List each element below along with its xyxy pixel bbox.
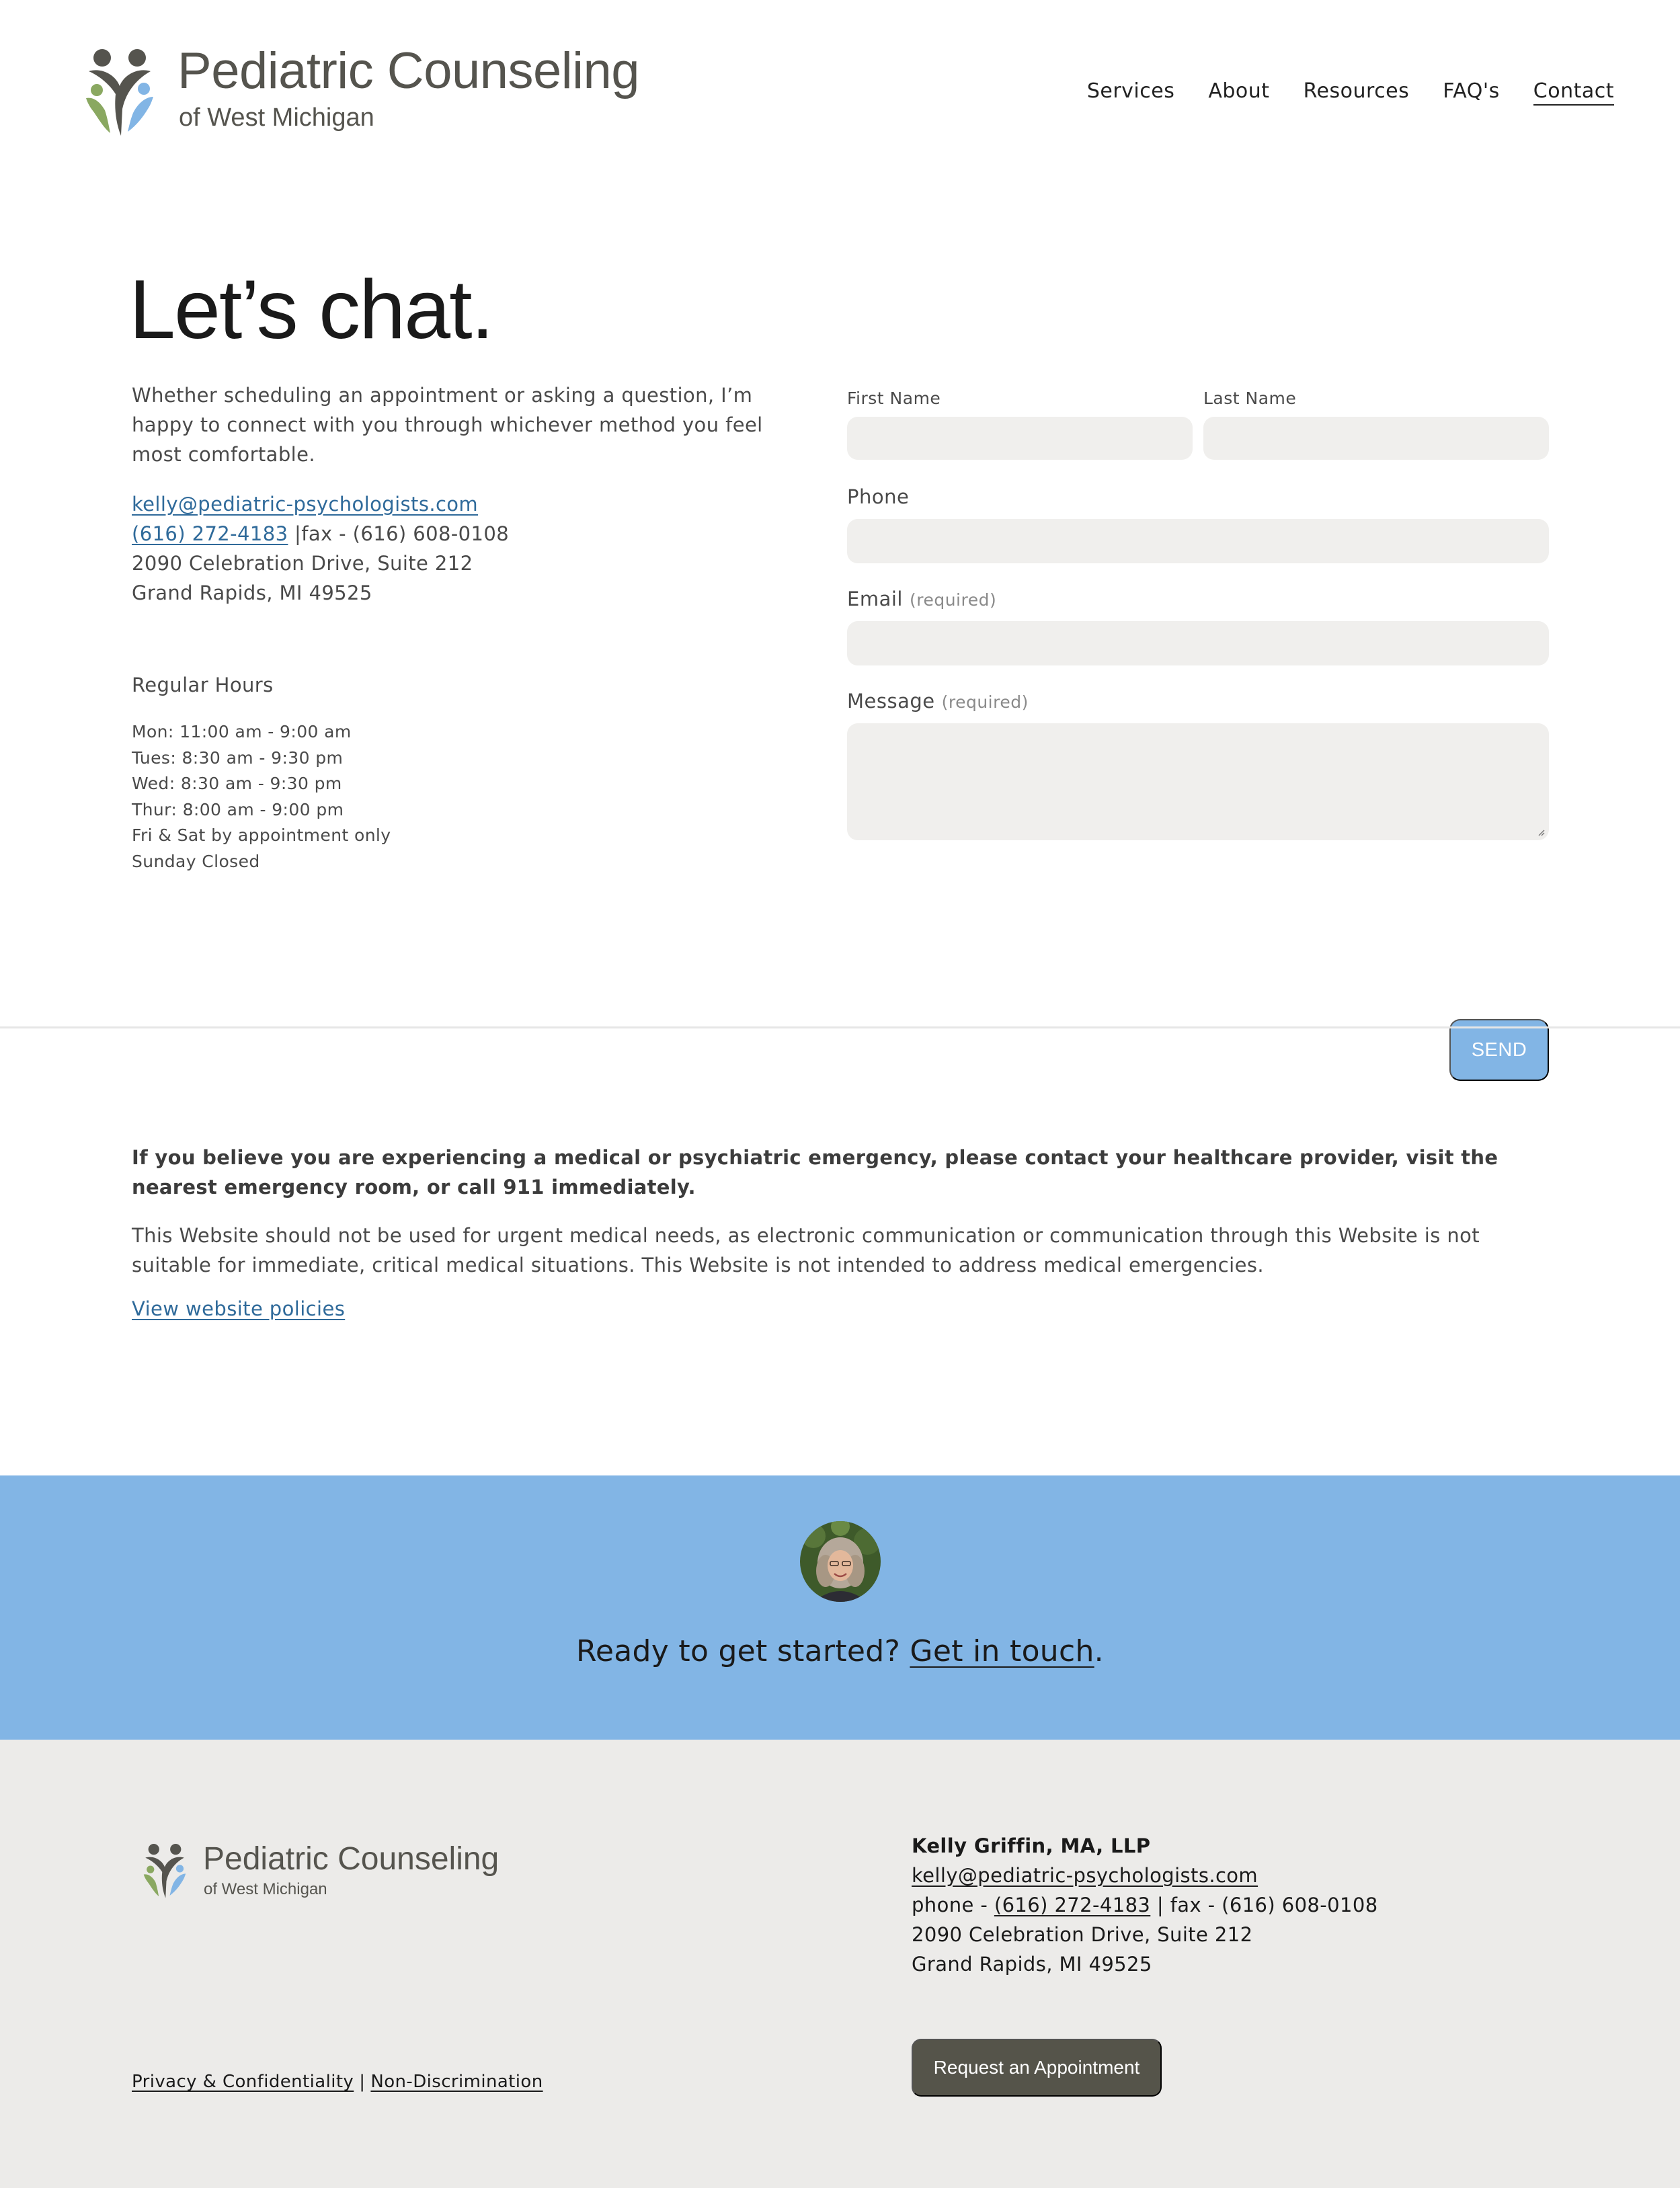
send-button[interactable]: SEND [1449, 1019, 1549, 1081]
last-name-label: Last Name [1203, 389, 1297, 408]
address-line-2: Grand Rapids, MI 49525 [132, 581, 372, 604]
footer-fax: | fax - (616) 608-0108 [1150, 1894, 1378, 1916]
message-label [847, 690, 1029, 713]
first-name-label: First Name [847, 389, 941, 408]
hours-item: Tues: 8:30 am - 9:30 pm [132, 747, 344, 768]
cta-suffix: . [1094, 1634, 1104, 1668]
hours-list [132, 719, 391, 875]
therapist-portrait [800, 1521, 881, 1602]
contact-details [132, 489, 509, 608]
address-line-1: 2090 Celebration Drive, Suite 212 [132, 552, 473, 575]
emergency-disclaimer [132, 1143, 1550, 1320]
emergency-notice: If you believe you are experiencing a medical or psychiatric emergency, please contact your healthcare provider, visit the nearest emergency room, or call 911 immediately. [132, 1146, 1498, 1199]
footer-link-separator: | [359, 2072, 366, 2092]
last-name-input[interactable] [1203, 417, 1549, 460]
nav-faqs[interactable]: FAQ's [1443, 79, 1500, 103]
section-divider [0, 1026, 1680, 1028]
fax-number: fax - (616) 608-0108 [301, 522, 510, 545]
page-title: Let’s chat. [129, 264, 493, 356]
email-label [847, 587, 996, 610]
email-label-text: Email [847, 587, 903, 610]
non-discrimination-link[interactable]: Non-Discrimination [370, 2072, 543, 2092]
message-label-text: Message [847, 690, 935, 713]
get-in-touch-link[interactable]: Get in touch [910, 1634, 1094, 1668]
site-footer [0, 1740, 1680, 2188]
hours-title: Regular Hours [132, 674, 274, 696]
message-textarea[interactable] [847, 723, 1549, 840]
footer-logo-subtitle: of West Michigan [204, 1880, 327, 1898]
nav-contact[interactable]: Contact [1533, 79, 1614, 106]
nav-services[interactable]: Services [1086, 79, 1175, 103]
site-logo[interactable] [82, 42, 640, 143]
email-input[interactable] [847, 621, 1549, 665]
message-required: (required) [941, 692, 1029, 712]
resize-handle-icon[interactable] [1537, 828, 1545, 836]
footer-phone-prefix: phone - [912, 1894, 994, 1916]
family-figures-icon [141, 1843, 188, 1898]
family-figures-icon [82, 48, 157, 136]
logo-subtitle: of West Michigan [179, 104, 374, 132]
hours-item: Thur: 8:00 am - 9:00 pm [132, 799, 344, 819]
footer-phone-link[interactable]: (616) 272-4183 [994, 1894, 1151, 1916]
footer-logo-title: Pediatric Counseling [203, 1841, 499, 1877]
contact-intro: Whether scheduling an appointment or asking a question, I’m happy to connect with you through whichever method you feel most comfortable. [132, 384, 763, 466]
cta-prefix: Ready to get started? [576, 1634, 910, 1668]
hours-item: Sunday Closed [132, 851, 260, 871]
privacy-link[interactable]: Privacy & Confidentiality [132, 2072, 354, 2092]
phone-label: Phone [847, 485, 910, 508]
request-appointment-button[interactable]: Request an Appointment [912, 2039, 1162, 2097]
cta-text [0, 1634, 1680, 1668]
disclaimer-text: This Website should not be used for urgent medical needs, as electronic communication or communication through this Website is not suitable for immediate, critical medical situations. This Website is not intended to address medical emergencies. [132, 1224, 1480, 1277]
footer-name: Kelly Griffin, MA, LLP [912, 1834, 1151, 1857]
footer-policy-links [132, 2072, 543, 2092]
first-name-input[interactable] [847, 417, 1193, 460]
phone-link[interactable]: (616) 272-4183 [132, 522, 288, 545]
avatar [800, 1521, 881, 1602]
hours-item: Fri & Sat by appointment only [132, 825, 391, 845]
footer-address-1: 2090 Celebration Drive, Suite 212 [912, 1923, 1253, 1946]
cta-band [0, 1475, 1680, 1740]
footer-address-2: Grand Rapids, MI 49525 [912, 1953, 1152, 1976]
fax-separator: | [288, 522, 302, 545]
hours-item: Wed: 8:30 am - 9:30 pm [132, 774, 342, 793]
footer-contact [912, 1831, 1378, 1979]
phone-input[interactable] [847, 519, 1549, 563]
footer-logo[interactable] [141, 1840, 518, 1908]
nav-about[interactable]: About [1208, 79, 1270, 103]
logo-title: Pediatric Counseling [177, 42, 640, 99]
email-required: (required) [909, 590, 997, 610]
contact-section [0, 155, 1680, 1061]
nav-resources[interactable]: Resources [1303, 79, 1410, 103]
site-header [0, 0, 1680, 155]
email-link[interactable]: kelly@pediatric-psychologists.com [132, 493, 479, 516]
hours-item: Mon: 11:00 am - 9:00 am [132, 722, 352, 741]
website-policies-link[interactable]: View website policies [132, 1297, 346, 1320]
main-nav [1087, 79, 1614, 106]
footer-email-link[interactable]: kelly@pediatric-psychologists.com [912, 1864, 1258, 1887]
